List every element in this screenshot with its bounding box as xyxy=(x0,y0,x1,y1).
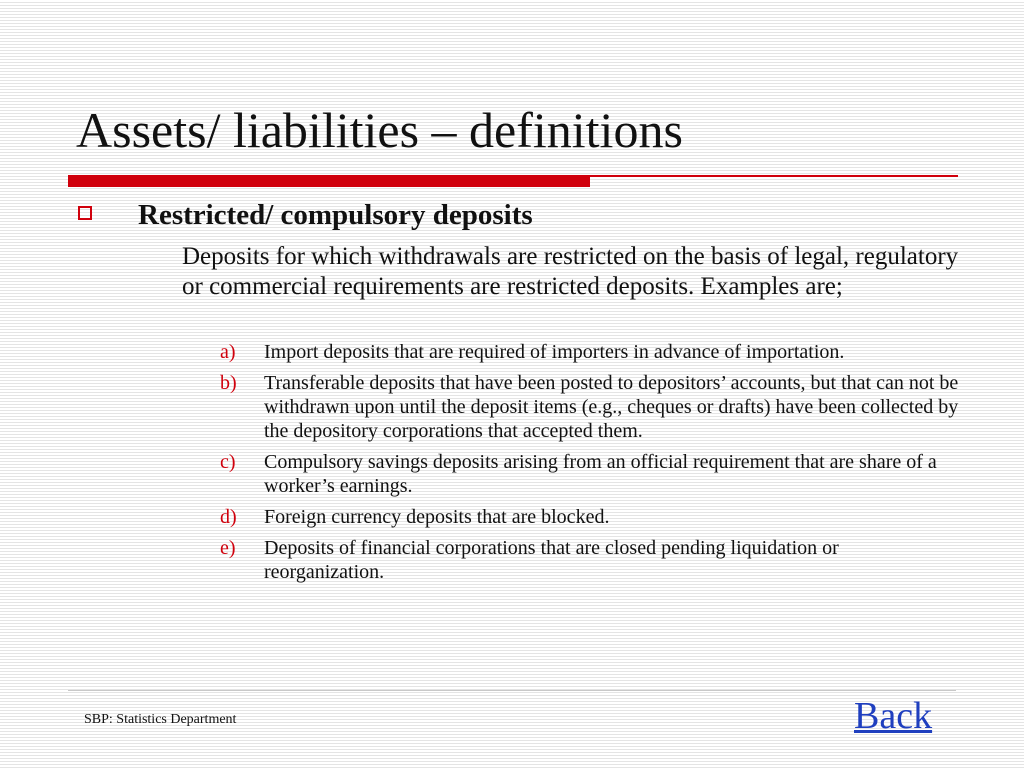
list-item xyxy=(220,505,960,529)
section-heading: Restricted/ compulsory deposits xyxy=(138,199,533,231)
list-marker: b) xyxy=(220,372,237,394)
list-item xyxy=(220,340,960,364)
list-item xyxy=(220,450,960,498)
slide-title: Assets/ liabilities – definitions xyxy=(76,102,683,158)
list-marker: e) xyxy=(220,537,236,559)
list-item-text: Compulsory savings deposits arising from an official requirement that are share of a worker’s earnings. xyxy=(264,451,937,497)
list-marker: c) xyxy=(220,451,236,473)
list-marker: a) xyxy=(220,341,236,363)
title-underline-thick xyxy=(68,175,590,187)
list-item-text: Transferable deposits that have been posted to depositors’ accounts, but that can not be withdrawn upon until the deposit items (e.g., cheques or drafts) have been collected by the depository corporations that accepted them. xyxy=(264,372,959,442)
list-item xyxy=(220,536,960,584)
back-link[interactable]: Back xyxy=(854,695,933,737)
list-item xyxy=(220,371,960,443)
square-bullet-icon xyxy=(78,206,92,220)
definition-paragraph: Deposits for which withdrawals are restricted on the basis of legal, regulatory or commercial requirements are restricted deposits. Examples are; xyxy=(182,243,959,300)
examples-list xyxy=(220,340,960,591)
list-item-text: Import deposits that are required of importers in advance of importation. xyxy=(264,341,845,363)
title-underline-thin xyxy=(590,175,958,177)
footer-department: SBP: Statistics Department xyxy=(84,712,237,727)
footer-divider xyxy=(68,690,956,691)
list-marker: d) xyxy=(220,506,237,528)
list-item-text: Foreign currency deposits that are blocked. xyxy=(264,506,610,528)
list-item-text: Deposits of financial corporations that are closed pending liquidation or reorganization. xyxy=(264,537,839,583)
